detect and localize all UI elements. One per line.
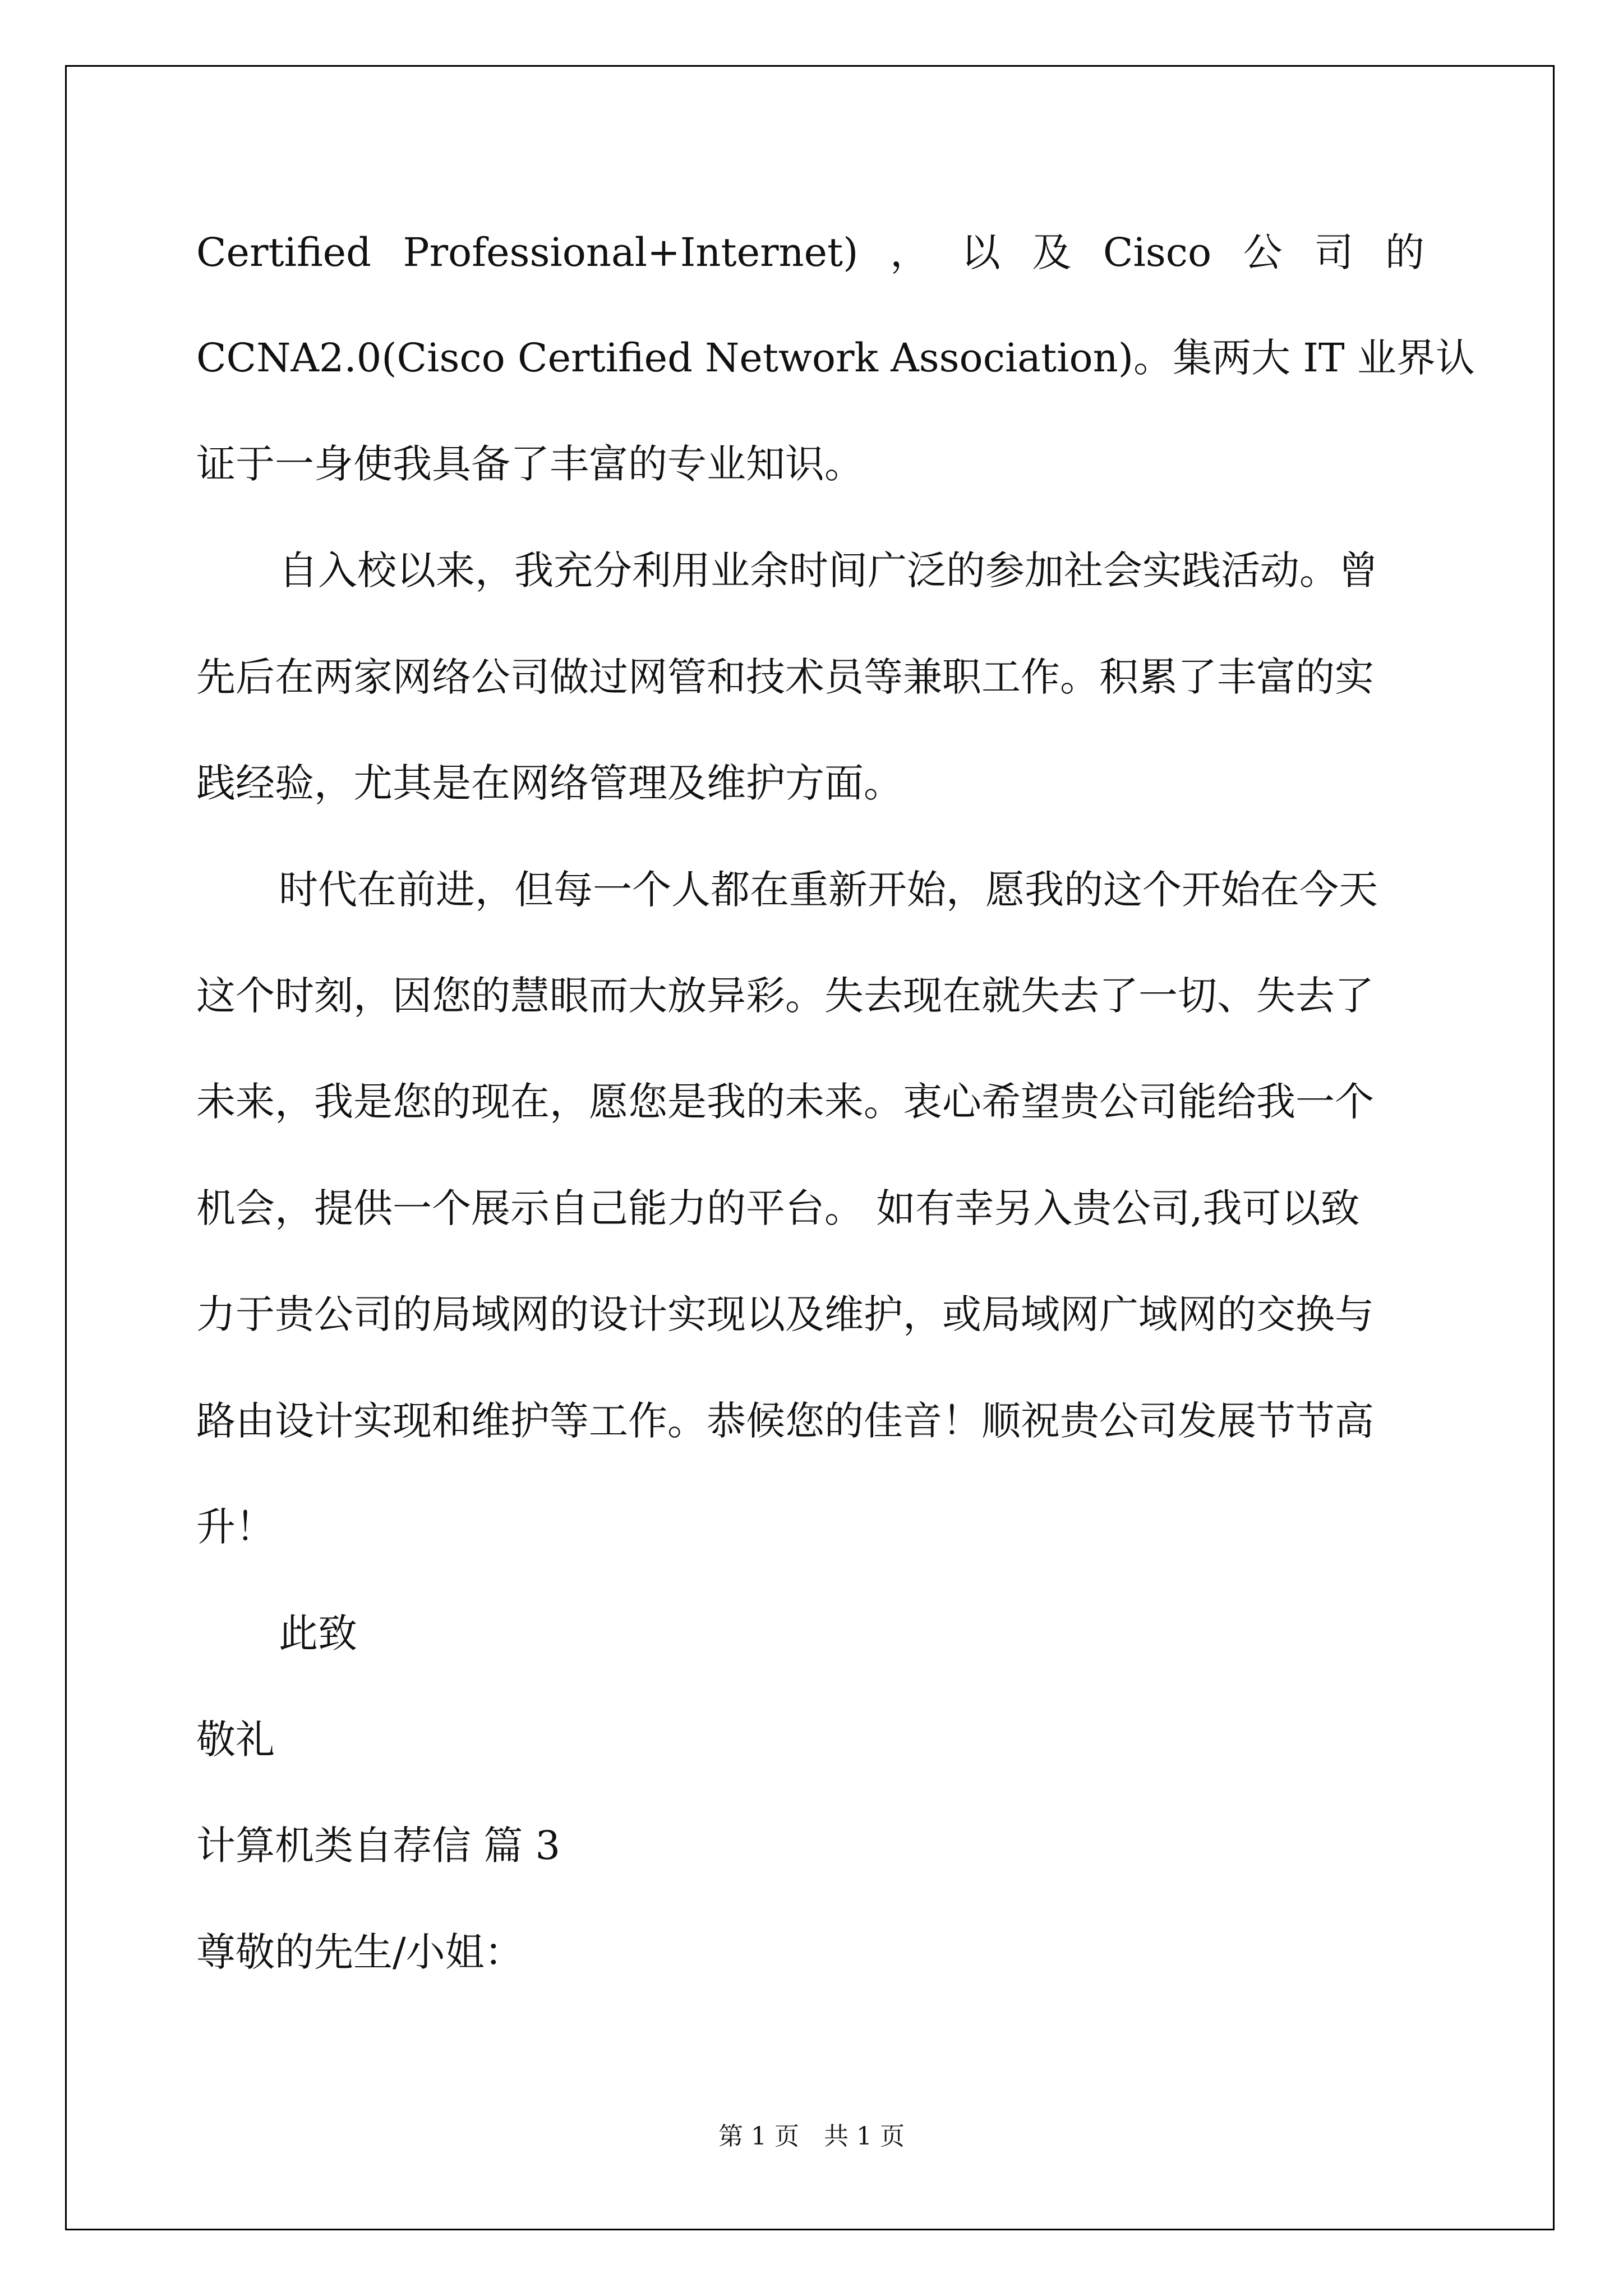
paragraph-2-line-2: 先后在两家网络公司做过网管和技术员等兼职工作。积累了丰富的实 — [196, 654, 1374, 700]
word: 司 — [1314, 229, 1354, 275]
paragraph-3-line-7: 升！ — [196, 1504, 275, 1550]
word: 的 — [1385, 229, 1424, 275]
paragraph-3-line-2: 这个时刻，因您的慧眼而大放异彩。失去现在就失去了一切、失去了 — [196, 973, 1374, 1019]
word: Cisco — [1103, 229, 1212, 275]
paragraph-3-line-6: 路由设计实现和维护等工作。恭候您的佳音！顺祝贵公司发展节节高 — [196, 1398, 1374, 1444]
paragraph-3-line-3: 未来，我是您的现在，愿您是我的未来。衷心希望贵公司能给我一个 — [196, 1079, 1374, 1125]
paragraph-3-line-5: 力于贵公司的局域网的设计实现以及维护，或局域网广域网的交换与 — [196, 1291, 1374, 1337]
paragraph-2-line-3: 践经验，尤其是在网络管理及维护方面。 — [196, 760, 903, 806]
page-border — [65, 65, 1555, 2230]
word: 及 — [1032, 229, 1072, 275]
paragraph-1-line-1 — [196, 224, 1424, 280]
paragraph-3-line-1: 时代在前进，但每一个人都在重新开始，愿我的这个开始在今天 — [279, 867, 1378, 913]
paragraph-3-line-4: 机会，提供一个展示自己能力的平台。 如有幸另入贵公司,我可以致 — [196, 1185, 1360, 1231]
paragraph-2-line-1: 自入校以来，我充分利用业余时间广泛的参加社会实践活动。曾 — [279, 547, 1378, 593]
salutation: 尊敬的先生/小姐： — [196, 1929, 524, 1975]
word: 以 — [961, 229, 1000, 275]
closing-text: 此致 — [279, 1611, 357, 1657]
paragraph-1-line-3: 证于一身使我具备了丰富的专业知识。 — [196, 441, 864, 487]
word: Professional+Internet) — [403, 229, 859, 275]
word: Certified — [196, 229, 371, 275]
word: ， — [890, 229, 930, 275]
word: 公 — [1243, 229, 1283, 275]
page-footer: 第 1 页 共 1 页 — [718, 2122, 905, 2151]
regards-text: 敬礼 — [196, 1717, 275, 1763]
section-title: 计算机类自荐信 篇 3 — [196, 1823, 561, 1869]
paragraph-1-line-2: CCNA2.0(Cisco Certified Network Association)。集两大 IT 业界认 — [196, 335, 1475, 381]
